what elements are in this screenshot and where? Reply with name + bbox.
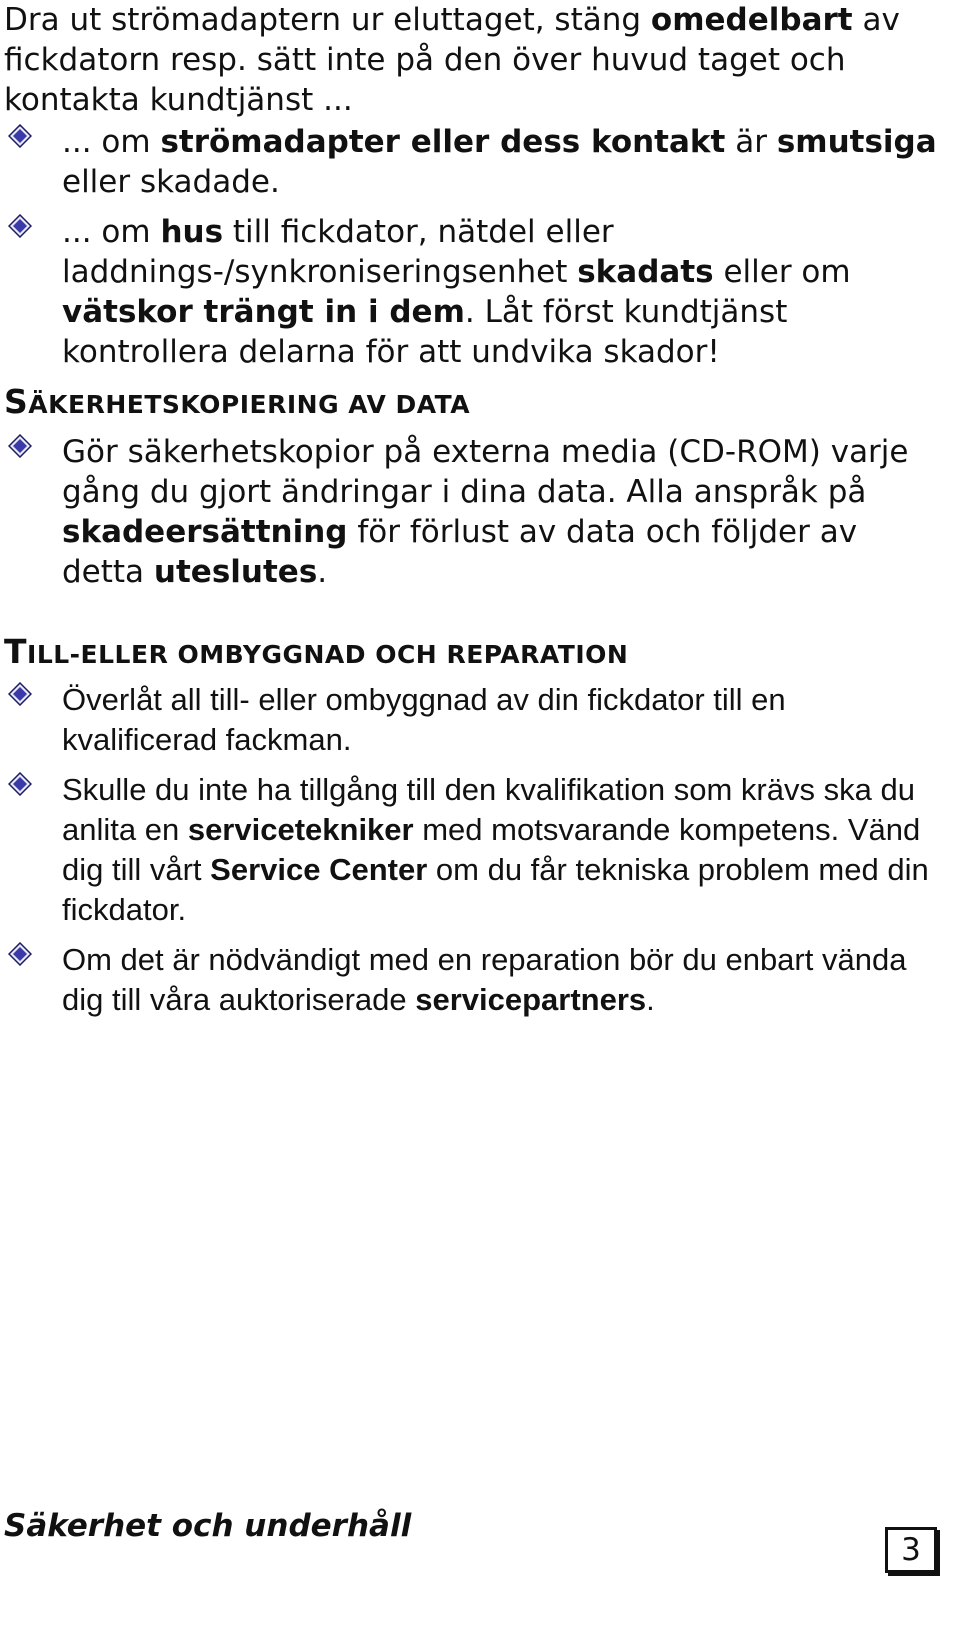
intro-text-continued: av fickdatorn resp. sätt inte på den över huvud taget och kontakta kundtjänst ... (4, 2, 900, 118)
repair-list (0, 680, 940, 1030)
footer-title: Säkerhet och underhåll (4, 1508, 412, 1544)
intro-text: Dra ut strömadaptern ur eluttaget, stäng (4, 2, 651, 38)
page-number-box: 3 (885, 1527, 937, 1573)
diamond-bullet-icon (8, 682, 32, 706)
diamond-bullet-icon (8, 124, 32, 148)
section-heading-repair: TILL-ELLER OMBYGGNAD OCH REPARATION (4, 632, 629, 671)
list-item: Överlåt all till- eller ombyggnad av din fickdator till en kvalificerad fackman. (0, 680, 940, 760)
backup-list (0, 432, 940, 602)
section-heading-backup: SÄKERHETSKOPIERING AV DATA (4, 382, 471, 421)
list-item: Om det är nödvändigt med en reparation bör du enbart vända dig till våra auktoriserade servicepartners. (0, 940, 940, 1020)
list-item: ... om strömadapter eller dess kontakt är smutsiga eller skadade. (0, 122, 940, 202)
list-item: Skulle du inte ha tillgång till den kvalifikation som krävs ska du anlita en servicetekniker med motsvarande kompetens. Vänd dig till vårt Service Center om du får tekniska problem med din fickdator. (0, 770, 940, 930)
warning-list (0, 122, 940, 382)
list-item: ... om hus till fickdator, nätdel eller laddnings-/synkroniseringsenhet skadats eller om vätskor trängt in i dem. Låt först kundtjänst kontrollera delarna för att undvika skador! (0, 212, 940, 372)
intro-bold: omedelbart (650, 2, 853, 38)
diamond-bullet-icon (8, 214, 32, 238)
diamond-bullet-icon (8, 434, 32, 458)
diamond-bullet-icon (8, 772, 32, 796)
list-item: Gör säkerhetskopior på externa media (CD-ROM) varje gång du gjort ändringar i dina data. Alla anspråk på skadeersättning för förlust av data och följder av detta uteslutes. (0, 432, 940, 592)
diamond-bullet-icon (8, 942, 32, 966)
intro-paragraph (4, 0, 944, 120)
